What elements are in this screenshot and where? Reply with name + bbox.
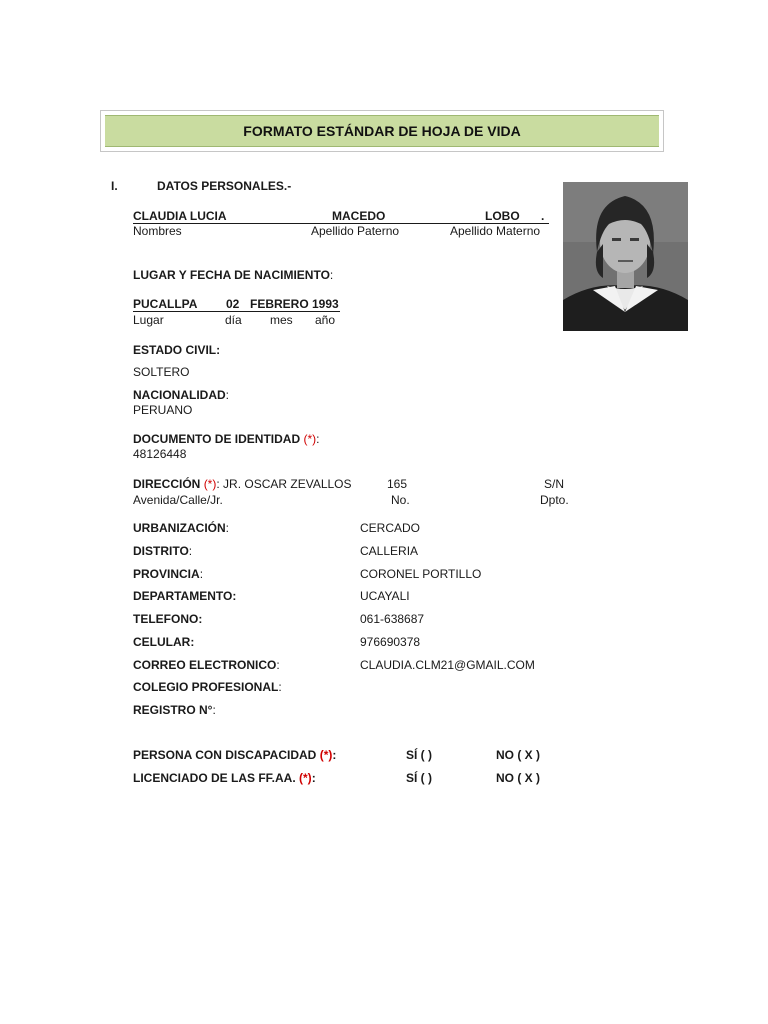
documento-colon: : (316, 432, 320, 446)
documento-label-text: DOCUMENTO DE IDENTIDAD (133, 432, 301, 446)
apellido-paterno-value: MACEDO (332, 209, 386, 223)
correo-value: CLAUDIA.CLM21@GMAIL.COM (360, 658, 535, 672)
colegio-label-text: COLEGIO PROFESIONAL (133, 680, 279, 694)
label-apellido-paterno: Apellido Paterno (311, 224, 400, 238)
urbanizacion-value: CERCADO (360, 521, 421, 535)
licenciado-label (133, 771, 316, 785)
birth-lugar-value: PUCALLPA (133, 297, 198, 311)
document-title: FORMATO ESTÁNDAR DE HOJA DE VIDA (105, 115, 659, 147)
label-avenida: Avenida/Calle/Jr. (133, 493, 223, 507)
discapacidad-colon: : (332, 748, 337, 762)
celular-label (133, 635, 194, 649)
registro-label (133, 703, 216, 717)
direccion-line (133, 477, 352, 491)
celular-value: 976690378 (360, 635, 421, 649)
discapacidad-no-option: NO ( X ) (496, 748, 540, 762)
section-title: DATOS PERSONALES.- (157, 179, 292, 193)
birth-heading-colon: : (329, 268, 334, 282)
apellido-materno-value: LOBO (485, 209, 520, 223)
registro-colon: : (212, 703, 216, 717)
section-number: I. (111, 179, 118, 193)
provincia-label (133, 567, 203, 581)
urbanizacion-label (133, 521, 229, 535)
urbanizacion-colon: : (225, 521, 230, 535)
direccion-dpto-value: S/N (544, 477, 565, 491)
label-lugar: Lugar (133, 313, 164, 327)
discapacidad-label-text: PERSONA CON DISCAPACIDAD (133, 748, 317, 762)
discapacidad-required-mark: (*) (319, 748, 333, 762)
licenciado-si-option: SÍ ( ) (406, 771, 432, 785)
birth-heading (133, 268, 333, 282)
birth-dia-value: 02 (226, 297, 240, 311)
birth-anio-value: 1993 (312, 297, 339, 311)
urbanizacion-label-text: URBANIZACIÓN (133, 521, 226, 535)
nacionalidad-value: PERUANO (133, 403, 193, 417)
label-nombres: Nombres (133, 224, 182, 238)
colegio-colon: : (278, 680, 282, 694)
label-dpto: Dpto. (540, 493, 569, 507)
birth-heading-label: LUGAR Y FECHA DE NACIMIENTO (133, 268, 330, 282)
departamento-value: UCAYALI (360, 589, 410, 603)
correo-label-text: CORREO ELECTRONICO (133, 658, 277, 672)
celular-label-text: CELULAR: (133, 635, 195, 649)
nacionalidad-colon: : (225, 388, 230, 402)
estado-civil-label: ESTADO CIVIL: (133, 343, 221, 357)
licenciado-colon: : (311, 771, 316, 785)
provincia-colon: : (199, 567, 204, 581)
telefono-label-text: TELEFONO: (133, 612, 203, 626)
nacionalidad-label-text: NACIONALIDAD (133, 388, 226, 402)
label-anio: año (315, 313, 336, 327)
licenciado-required-mark: (*) (299, 771, 312, 785)
distrito-label-text: DISTRITO (133, 544, 189, 558)
correo-label (133, 658, 280, 672)
departamento-label-text: DEPARTAMENTO: (133, 589, 237, 603)
name-end-mark: . (541, 209, 545, 223)
profile-photo (563, 182, 688, 331)
registro-label-text: REGISTRO N° (133, 703, 213, 717)
distrito-colon: : (188, 544, 193, 558)
portrait-image (563, 182, 688, 331)
licenciado-label-text: LICENCIADO DE LAS FF.AA. (133, 771, 296, 785)
birth-mes-value: FEBRERO (250, 297, 309, 311)
direccion-required-mark: (*) (203, 477, 217, 491)
documento-required-mark: (*) (303, 432, 317, 446)
title-box (100, 110, 664, 152)
estado-civil-value: SOLTERO (133, 365, 190, 379)
provincia-value: CORONEL PORTILLO (360, 567, 482, 581)
documento-value: 48126448 (133, 447, 187, 461)
label-no: No. (391, 493, 410, 507)
direccion-number-value: 165 (387, 477, 408, 491)
direccion-label: DIRECCIÓN (133, 477, 201, 491)
distrito-label (133, 544, 192, 558)
documento-label (133, 432, 319, 446)
discapacidad-si-option: SÍ ( ) (406, 748, 432, 762)
birth-underline (133, 311, 340, 312)
discapacidad-label (133, 748, 336, 762)
nacionalidad-label (133, 388, 229, 402)
correo-colon: : (276, 658, 280, 672)
departamento-label (133, 589, 236, 603)
label-dia: día (225, 313, 242, 327)
colegio-label (133, 680, 282, 694)
licenciado-no-option: NO ( X ) (496, 771, 540, 785)
label-apellido-materno: Apellido Materno (450, 224, 541, 238)
telefono-label (133, 612, 202, 626)
provincia-label-text: PROVINCIA (133, 567, 200, 581)
label-mes: mes (270, 313, 293, 327)
direccion-street-value: : JR. OSCAR ZEVALLOS (216, 477, 352, 491)
distrito-value: CALLERIA (360, 544, 419, 558)
telefono-value: 061-638687 (360, 612, 425, 626)
nombres-value: CLAUDIA LUCIA (133, 209, 227, 223)
